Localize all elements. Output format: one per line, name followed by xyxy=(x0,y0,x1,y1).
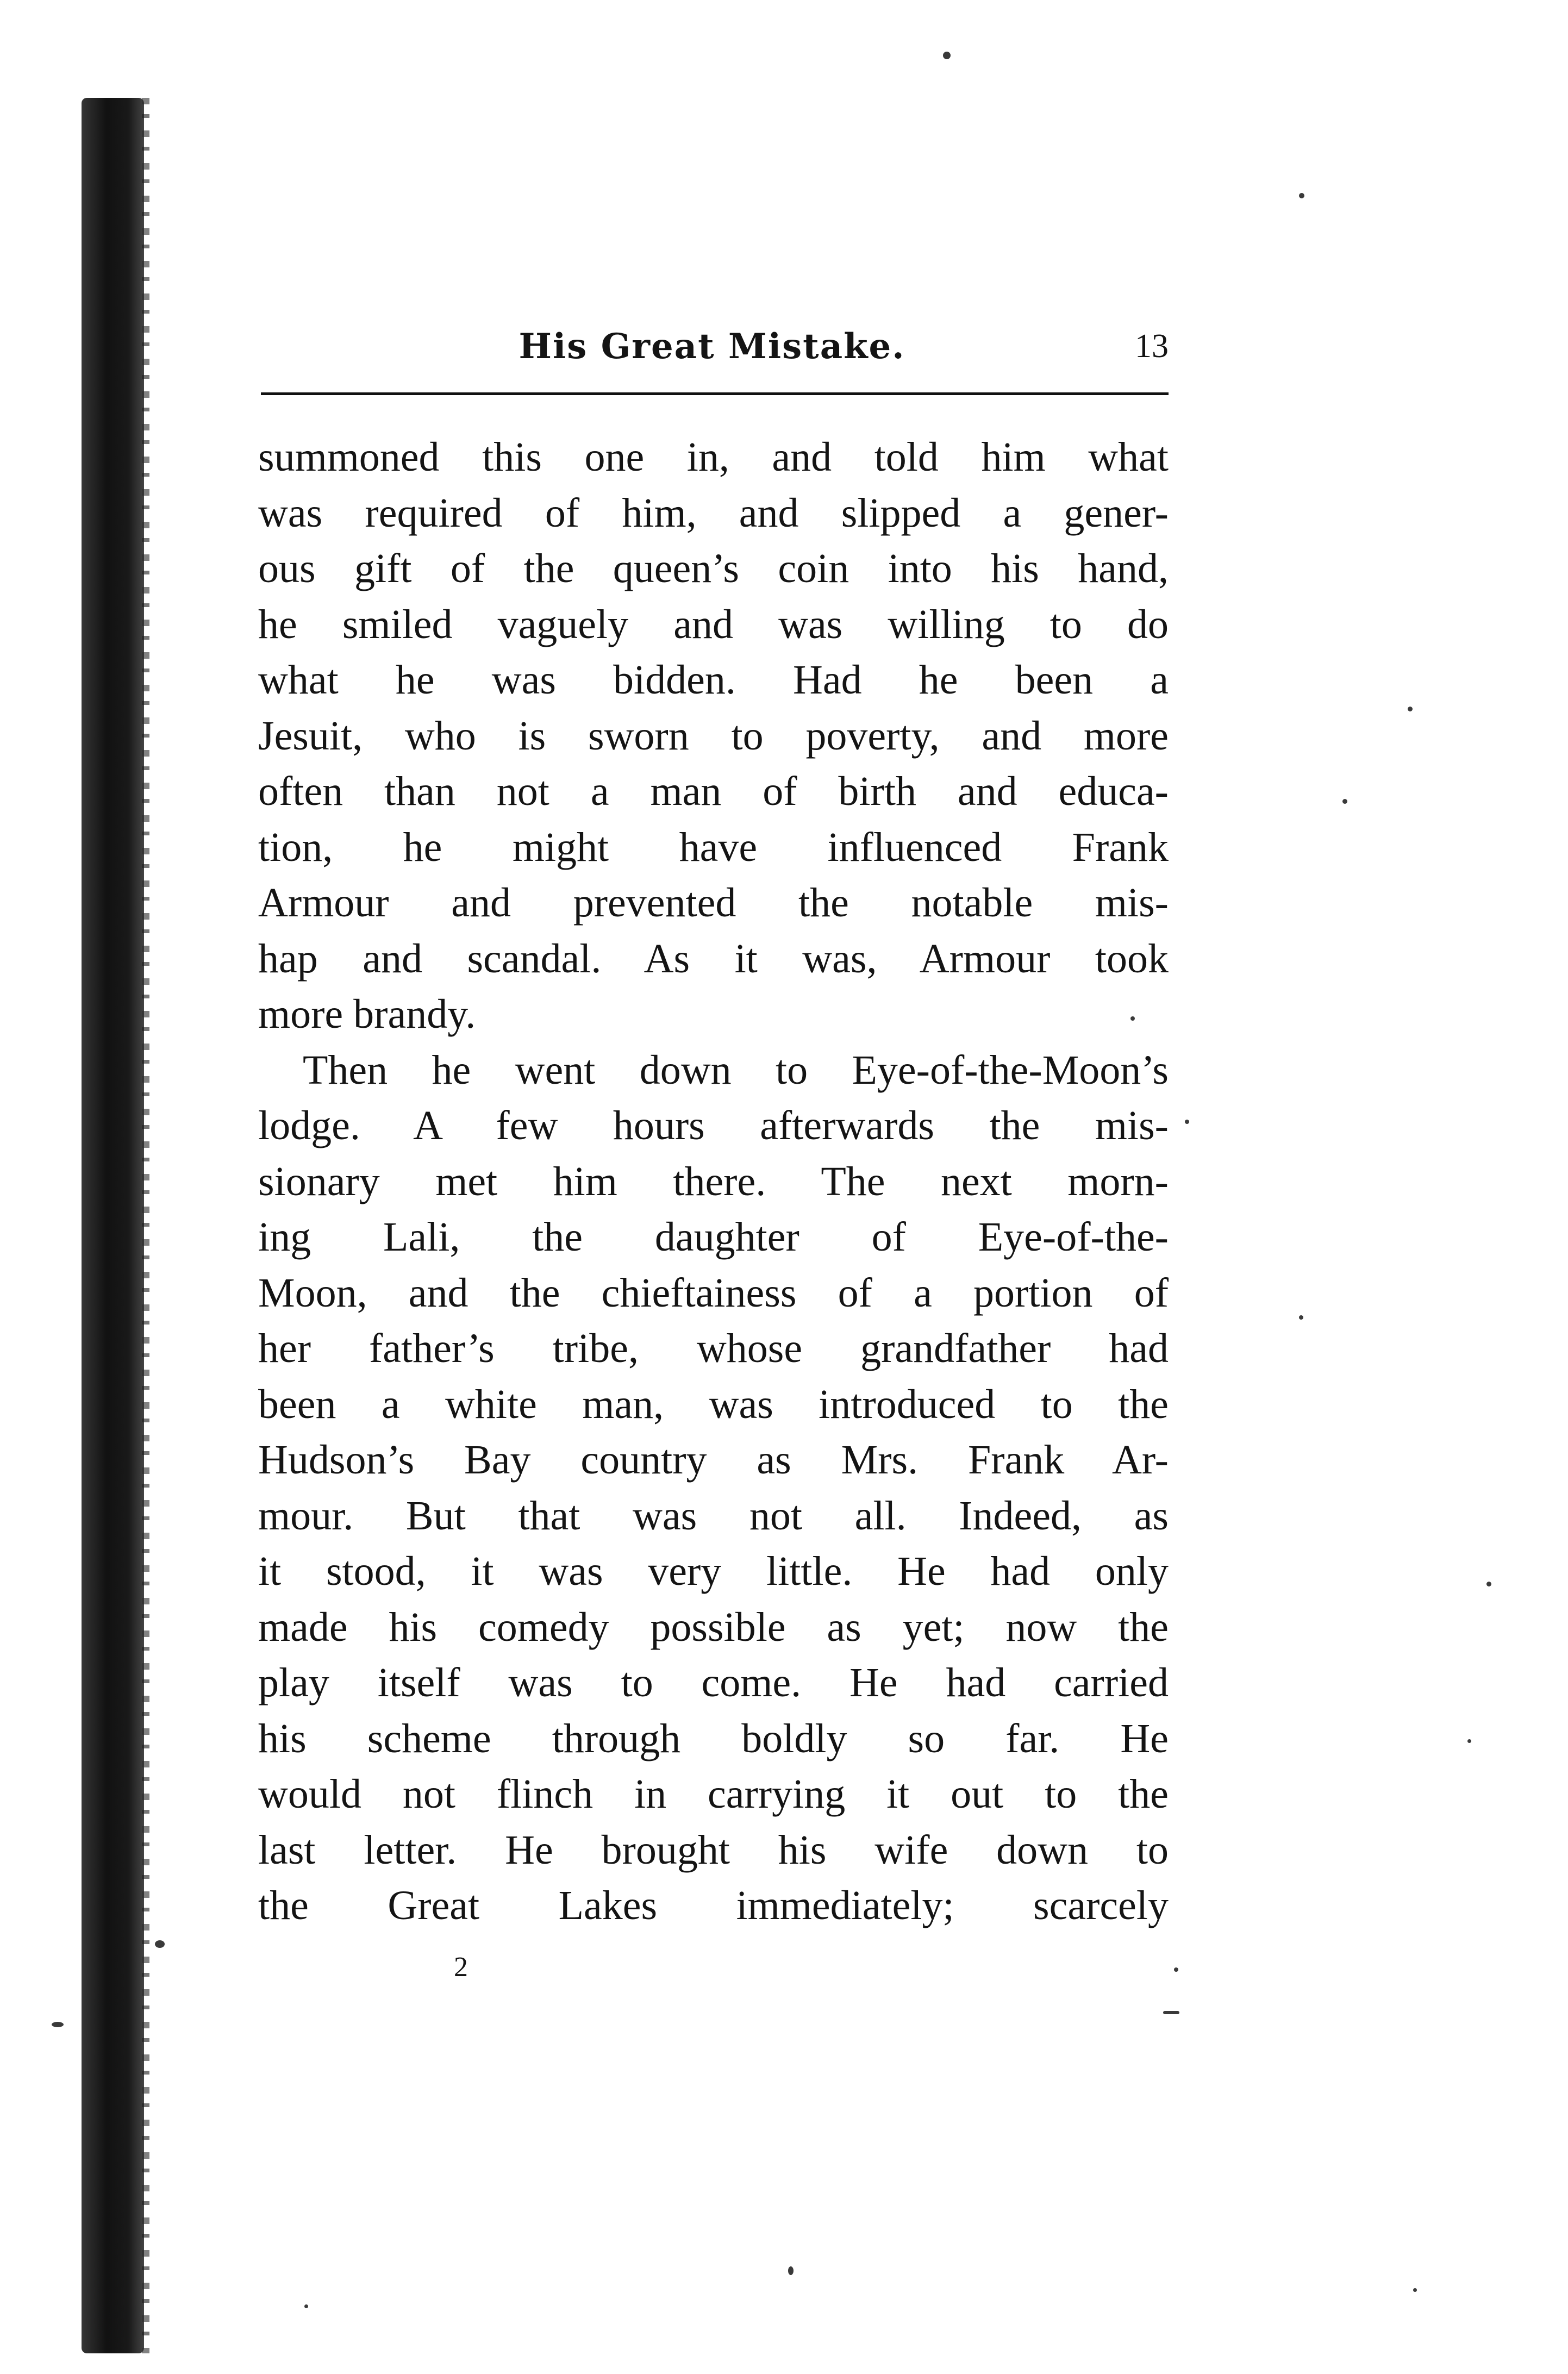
text-line: sionary met him there. The next morn- xyxy=(258,1158,1169,1204)
scanned-binding-edge xyxy=(82,98,144,2353)
text-line: hap and scandal. As it was, Armour took xyxy=(258,935,1169,982)
signature-mark: 2 xyxy=(454,1952,468,1983)
running-title: His Great Mistake. xyxy=(518,326,905,367)
text-line: made his comedy possible as yet; now the xyxy=(258,1604,1169,1650)
text-line: was required of him, and slipped a gener- xyxy=(258,490,1169,536)
text-line: would not flinch in carrying it out to the xyxy=(258,1771,1169,1817)
header-rule xyxy=(261,392,1169,395)
body-text xyxy=(258,429,1169,1934)
text-line: the Great Lakes immediately; scarcely xyxy=(258,1883,1169,1928)
text-line: ous gift of the queen’s coin into his hand, xyxy=(258,546,1169,591)
text-line: play itself was to come. He had carried xyxy=(258,1660,1169,1705)
text-line: what he was bidden. Had he been a xyxy=(258,657,1169,703)
text-line: Armour and prevented the notable mis- xyxy=(258,880,1169,926)
text-line: his scheme through boldly so far. He xyxy=(258,1715,1169,1761)
text-line: her father’s tribe, whose grandfather had xyxy=(258,1326,1169,1371)
page-number: 13 xyxy=(1135,328,1169,365)
text-line: more brandy. xyxy=(258,991,476,1037)
text-line: he smiled vaguely and was willing to do xyxy=(258,601,1169,647)
text-line: summoned this one in, and told him what xyxy=(258,434,1169,480)
text-line: lodge. A few hours afterwards the mis- xyxy=(258,1103,1169,1148)
text-line: ing Lali, the daughter of Eye-of-the- xyxy=(258,1214,1169,1260)
paragraph-2 xyxy=(258,1042,1169,1934)
paragraph-1 xyxy=(258,429,1169,1042)
text-line: Hudson’s Bay country as Mrs. Frank Ar- xyxy=(258,1437,1169,1483)
text-line: Moon, and the chieftainess of a portion of xyxy=(258,1270,1169,1316)
text-line: last letter. He brought his wife down to xyxy=(258,1827,1169,1873)
text-line: tion, he might have influenced Frank xyxy=(258,824,1169,870)
text-line: it stood, it was very little. He had only xyxy=(258,1548,1169,1594)
text-line: Jesuit, who is sworn to poverty, and more xyxy=(258,713,1169,759)
text-line: Then he went down to Eye-of-the-Moon’s xyxy=(303,1047,1169,1093)
text-line: been a white man, was introduced to the xyxy=(258,1381,1169,1427)
text-line: mour. But that was not all. Indeed, as xyxy=(258,1492,1169,1539)
running-header xyxy=(255,321,1169,380)
text-line: often than not a man of birth and educa- xyxy=(258,769,1169,814)
